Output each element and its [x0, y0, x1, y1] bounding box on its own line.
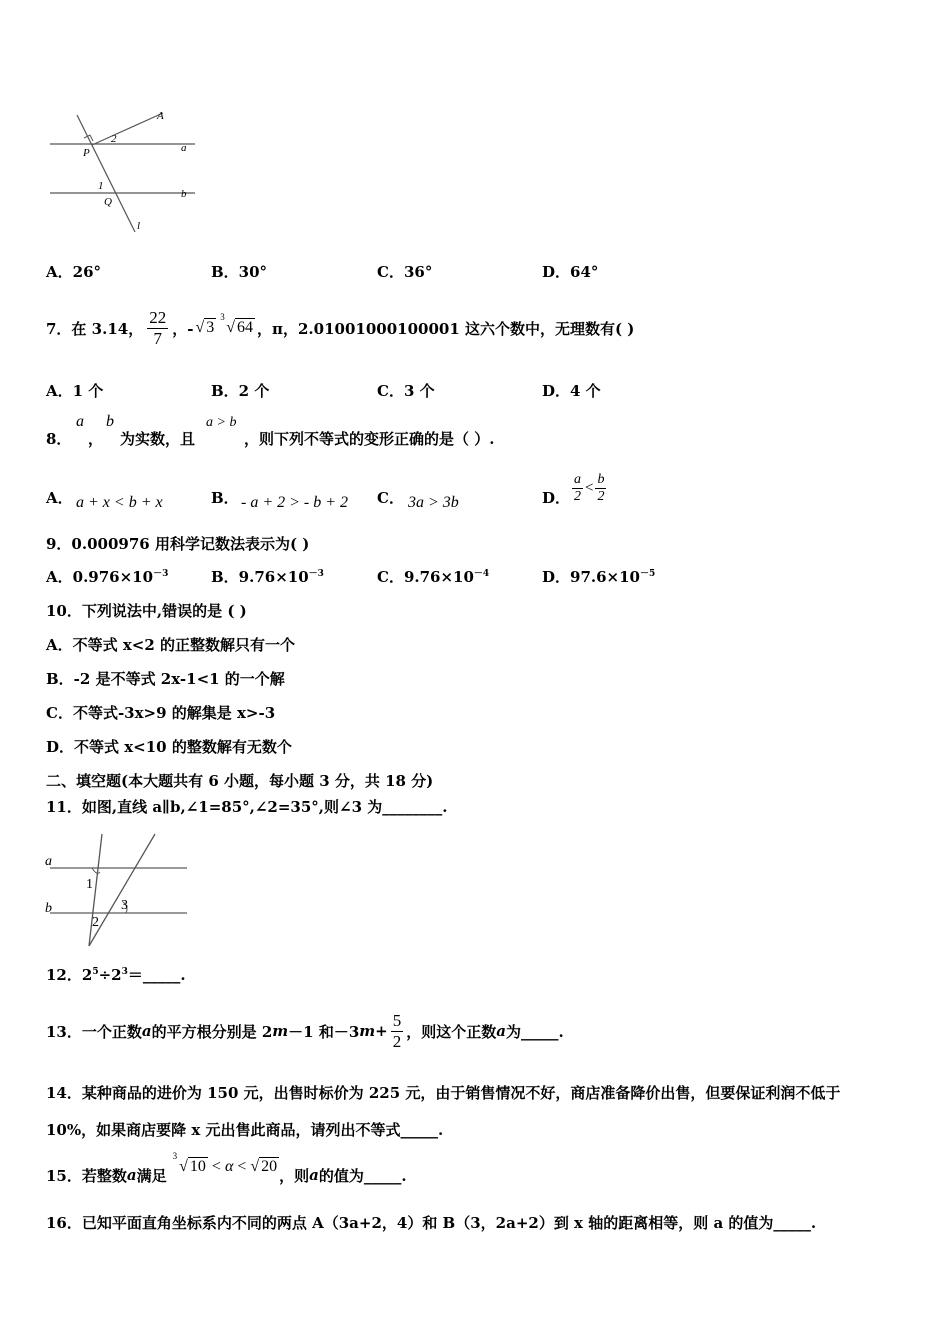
- q15-pre: 15．若整数: [46, 1166, 127, 1185]
- q7-option-c: C．3 个: [377, 382, 435, 400]
- q7-option-b: B．2 个: [211, 382, 270, 400]
- q7-cube-radicand: 64: [237, 319, 253, 336]
- q15-var-a: a: [126, 1166, 137, 1184]
- q8-d-frac-a: [572, 472, 583, 505]
- q13-plus: +: [375, 1022, 388, 1040]
- figure-parallel-lines-pq: [45, 105, 205, 235]
- q15-cube-radicand: 10: [189, 1158, 206, 1175]
- q9-option-a-exp: －3: [153, 569, 169, 579]
- q8-number: 8．: [46, 430, 72, 448]
- q8-option-a-expr: a + x < b + x: [76, 494, 163, 511]
- q9-option-c-exp: －4: [473, 569, 490, 579]
- q15-cube-index: 3: [172, 1150, 178, 1161]
- fig2-label-2: 2: [92, 915, 99, 930]
- label-l: l: [137, 220, 141, 232]
- q9-option-d-text: D．97.6×10: [542, 568, 640, 586]
- fig2-label-1: 1: [86, 877, 93, 892]
- label-a: a: [181, 142, 187, 154]
- label-angle-2: 2: [111, 133, 117, 145]
- q15-lt2: <: [237, 1158, 247, 1175]
- q13-mid2: －1 和－3: [288, 1022, 360, 1041]
- section-2-heading: 二、填空题(本大题共有 6 小题，每小题 3 分，共 18 分): [46, 772, 434, 790]
- q9-option-c-text: C．9.76×10: [377, 568, 474, 586]
- q10-option-a: A．不等式 x<2 的正整数解只有一个: [46, 636, 296, 654]
- q8-option-b-label: B．: [211, 489, 239, 507]
- question-16: 16．已知平面直角坐标系内不同的两点 A（3a+2，4）和 B（3，2a+2）到 x 轴的距离相等，则 a 的值为_____.: [46, 1214, 817, 1232]
- q8-var-a: a: [76, 413, 84, 430]
- q9-option-d: [542, 566, 655, 587]
- q7-neg: ，-: [172, 319, 194, 338]
- label-angle-1: 1: [98, 180, 104, 192]
- q8-option-a-label: A．: [46, 489, 73, 507]
- q13-fraction: [391, 1011, 404, 1052]
- q7-sqrt3-radicand: 3: [206, 319, 215, 336]
- q9-option-b: [211, 566, 324, 587]
- q15-post: ，则: [279, 1166, 310, 1185]
- q6-option-d: D．64°: [542, 263, 599, 281]
- q15-alpha: α: [224, 1158, 234, 1175]
- q9-option-b-exp: －3: [308, 569, 324, 579]
- question-13: [46, 996, 564, 1066]
- q13-var-a: a: [141, 1022, 152, 1040]
- q15-var-a2: a: [309, 1166, 319, 1184]
- q8-var-b: b: [106, 413, 114, 430]
- label-Q: Q: [104, 196, 112, 208]
- q8-post-text: ，则下列不等式的变形正确的是（ ）.: [244, 430, 495, 448]
- q6-option-a: A．26°: [46, 263, 102, 281]
- q8-d-num1: a: [574, 472, 581, 487]
- q8-d-frac-b: [595, 472, 606, 505]
- q10-option-d: D．不等式 x<10 的整数解有无数个: [46, 738, 292, 756]
- q13-post: ，则这个正数: [406, 1022, 497, 1041]
- label-P: P: [83, 147, 90, 159]
- label-A: A: [157, 110, 164, 122]
- q10-option-c: C．不等式-3x>9 的解集是 x>-3: [46, 704, 276, 722]
- question-7: [46, 293, 634, 363]
- q7-frac-num: 22: [149, 307, 167, 327]
- question-14-line-2: 10%，如果商店要降 x 元出售此商品，请列出不等式_____.: [46, 1121, 444, 1139]
- q9-option-b-text: B．9.76×10: [211, 568, 309, 586]
- q8-d-den2: 2: [597, 489, 605, 504]
- q12-exp1: 5: [92, 967, 99, 977]
- q6-option-c: C．36°: [377, 263, 433, 281]
- q15-mid: 满足: [136, 1166, 167, 1185]
- q7-post: ，π，2.01001000100001 这六个数中，无理数有( ): [257, 319, 635, 338]
- question-10: 10．下列说法中,错误的是 ( ): [46, 602, 247, 620]
- question-14-line-1: 14．某种商品的进价为 150 元，出售时标价为 225 元，由于销售情况不好，商店准备降价出售，但要保证利润不低于: [46, 1084, 841, 1102]
- figure-parallel-lines-angles: [42, 832, 192, 950]
- q15-sqrt-radicand: 20: [261, 1158, 278, 1175]
- q13-var-a2: a: [496, 1022, 506, 1040]
- q12-post: ＝_____.: [127, 966, 186, 984]
- q10-option-b: B．-2 是不等式 2x-1<1 的一个解: [46, 670, 285, 688]
- q7-option-a: A．1 个: [46, 382, 104, 400]
- q13-mid: 的平方根分别是 2: [151, 1022, 273, 1041]
- q15-lt1: <: [211, 1158, 221, 1175]
- q7-sqrt3: √ 3: [195, 319, 215, 336]
- q7-fraction: [147, 308, 168, 349]
- fig2-label-a: a: [45, 854, 52, 869]
- q8-option-b-expr: - a + 2 > - b + 2: [241, 494, 349, 511]
- q8-condition: a > b: [206, 415, 237, 430]
- q13-pre: 13．一个正数: [46, 1022, 142, 1041]
- q7-option-d: D．4 个: [542, 382, 601, 400]
- q13-frac-num: 5: [392, 1010, 402, 1030]
- q8-d-num2: b: [597, 472, 605, 487]
- q7-frac-den: 7: [153, 328, 162, 348]
- q8-comma: ，: [88, 430, 104, 448]
- q9-option-a-text: A．0.976×10: [46, 568, 154, 586]
- question-11: 11．如图,直线 a∥b,∠1=85°,∠2=35°,则∠3 为________.: [46, 798, 448, 816]
- q12-exp2: 3: [121, 967, 128, 977]
- q12-pre: 12．2: [46, 966, 93, 984]
- q9-option-c: [377, 566, 489, 587]
- q9-option-d-exp: －5: [639, 569, 656, 579]
- q7-pre: 7．在 3.14，: [46, 319, 144, 338]
- label-b: b: [181, 188, 187, 200]
- q6-option-b: B．30°: [211, 263, 268, 281]
- q8-option-d-label: D．: [542, 489, 571, 507]
- q8-d-den1: 2: [574, 489, 581, 504]
- q8-option-c-label: C．: [377, 489, 404, 507]
- q13-var-m1: m: [272, 1022, 289, 1040]
- q9-option-a: [46, 566, 168, 587]
- question-9: 9．0.000976 用科学记数法表示为( ): [46, 535, 310, 553]
- q7-cuberoot: 3 √ 64: [220, 312, 253, 336]
- q15-inequality: $^3$√ 10 < α < √ 20: [172, 1150, 278, 1175]
- question-15: [46, 1150, 407, 1200]
- q15-post2: 的值为_____.: [318, 1166, 407, 1185]
- fig2-label-b: b: [45, 901, 52, 916]
- q13-frac-den: 2: [392, 1031, 402, 1051]
- q8-mid-text: 为实数，且: [120, 430, 196, 448]
- q13-post2: 为_____.: [505, 1022, 564, 1041]
- q8-d-op: <: [585, 480, 594, 496]
- q13-var-m2: m: [359, 1022, 376, 1040]
- question-12: [46, 964, 186, 985]
- q12-mid: ÷2: [98, 966, 122, 984]
- q8-option-c-expr: 3a > 3b: [408, 494, 459, 511]
- q8-option-d-expr: [572, 472, 606, 505]
- fig2-label-3: 3: [121, 898, 128, 913]
